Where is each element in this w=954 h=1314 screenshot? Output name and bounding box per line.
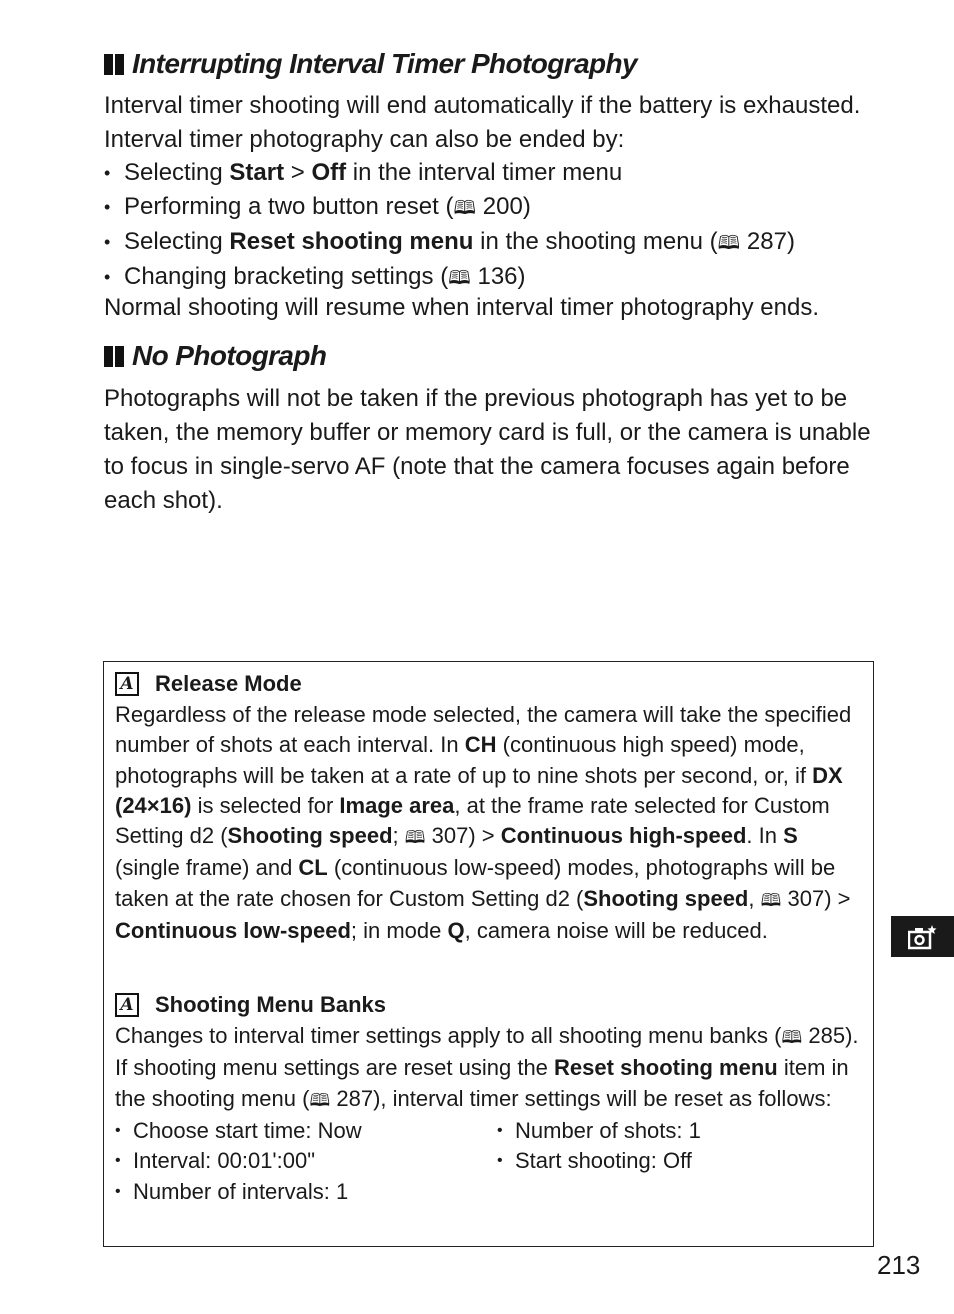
notes-box: [103, 661, 874, 1247]
list-item: • Changing bracketing settings (🕮 136): [104, 260, 894, 295]
book-icon: 🕮: [760, 890, 782, 911]
paragraph-no-photograph: Photographs will not be taken if the previous photograph has yet to be taken, the memory buffer or memory card is full, or the camera is unable to focus in single-servo AF (note that the camera focuses again before each shot).: [104, 385, 871, 514]
paragraph-outro: Normal shooting will resume when interval timer photography ends.: [104, 294, 820, 321]
list-item: • Choose start time: Now: [115, 1116, 497, 1147]
list-item: • Selecting Reset shooting menu in the shooting menu (🕮 287): [104, 225, 894, 260]
page-number: 213: [877, 1250, 921, 1280]
end-methods-list: [104, 156, 894, 295]
reset-values-column: [497, 1116, 701, 1208]
heading-marker-icon: [104, 346, 126, 367]
book-icon: 🕮: [309, 1090, 331, 1111]
section-heading-interrupting: [104, 48, 637, 80]
heading-text: No Photograph: [132, 340, 327, 371]
book-icon: 🕮: [448, 266, 471, 289]
list-item: • Start shooting: Off: [497, 1146, 701, 1177]
note-body: Changes to interval timer settings apply to all shooting menu banks (🕮 285). If shooting menu settings are reset using the Reset shooting menu item in the shooting menu (🕮 287), interval timer settings will be reset as follows:: [115, 1023, 859, 1111]
camera-menu-icon: [908, 924, 938, 950]
book-icon: 🕮: [453, 196, 477, 219]
note-heading: A Release Mode: [115, 668, 867, 700]
section-tab: [891, 916, 954, 957]
list-item: • Interval: 00:01':00": [115, 1146, 497, 1177]
list-item: • Performing a two button reset (🕮 200): [104, 190, 894, 225]
heading-text: Interrupting Interval Timer Photography: [132, 48, 638, 79]
note-pencil-icon: A: [115, 993, 139, 1017]
book-icon: 🕮: [404, 828, 426, 849]
book-icon: 🕮: [781, 1028, 803, 1048]
note-shooting-menu-banks: [115, 989, 867, 1207]
list-item: • Number of intervals: 1: [115, 1177, 497, 1208]
note-heading: A Shooting Menu Banks: [115, 989, 867, 1021]
note-release-mode: [115, 668, 867, 946]
book-icon: 🕮: [717, 231, 741, 254]
reset-values-column: [115, 1116, 497, 1208]
section-heading-no-photograph: [104, 340, 326, 372]
list-item: • Selecting Start > Off in the interval timer menu: [104, 156, 894, 190]
list-item: • Number of shots: 1: [497, 1116, 701, 1147]
reset-values-list: [115, 1116, 867, 1208]
heading-marker-icon: [104, 54, 126, 75]
note-pencil-icon: A: [115, 672, 139, 696]
paragraph-intro: Interval timer shooting will end automatically if the battery is exhausted. Interval timer photography can also be ended by:: [104, 92, 861, 153]
note-body: Regardless of the release mode selected, the camera will take the specified number of shots at each interval. In CH (continuous high speed) mode, photographs will be taken at a rate of up to nine shots per second, or, if DX (24×16) is selected for Image area, at the frame rate selected for Custom Setting d2 (Shooting speed; 🕮 307) > Continuous high-speed. In S (single frame) and CL (continuous low-speed) modes, photographs will be taken at the rate chosen for Custom Setting d2 (Shooting speed, 🕮 307) > Continuous low-speed; in mode Q, camera noise will be reduced.: [115, 702, 852, 944]
